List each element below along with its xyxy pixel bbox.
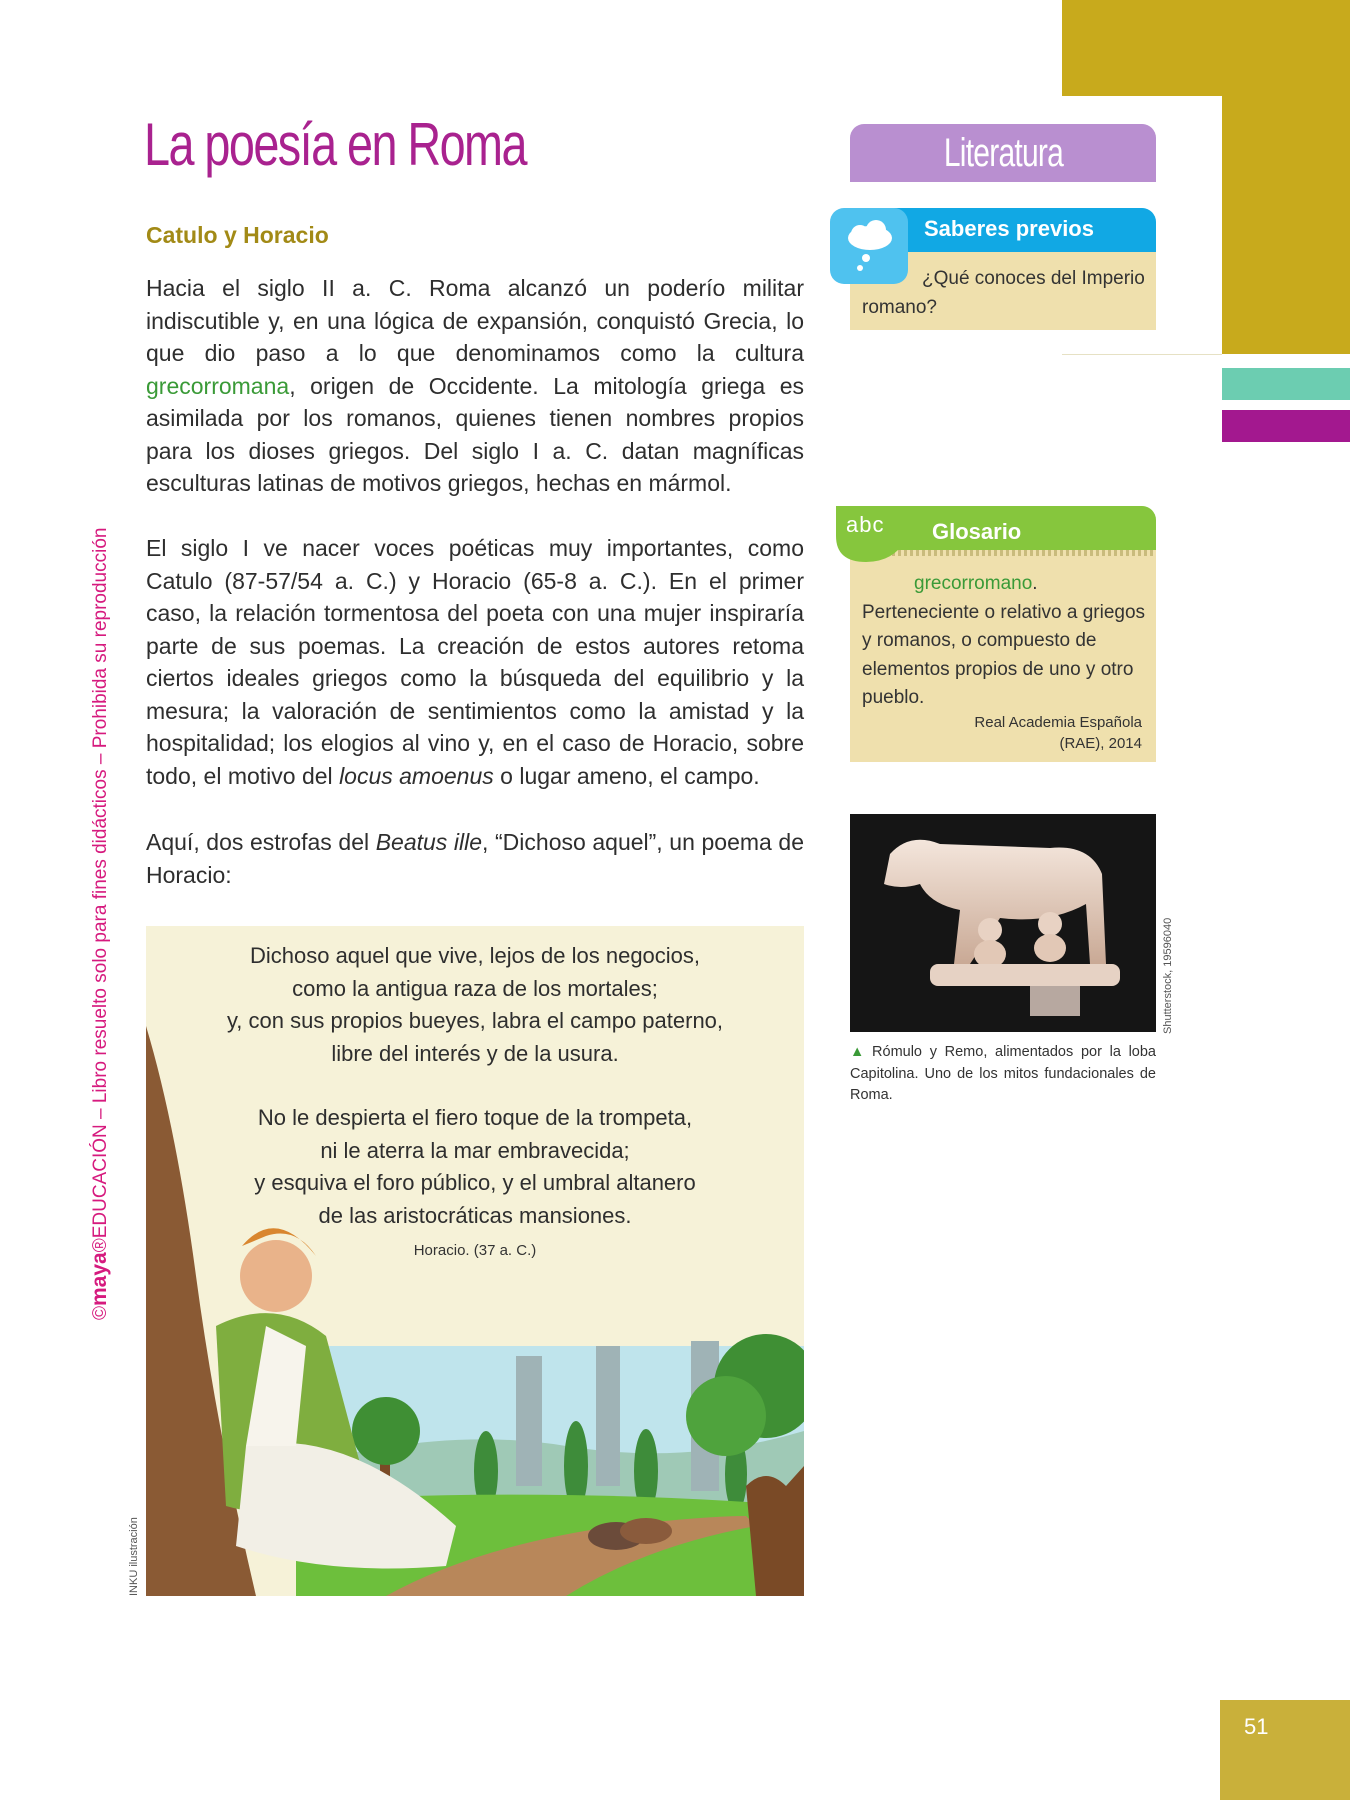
photo-caption-text: Rómulo y Remo, alimentados por la loba Capitolina. Uno de los mitos fundacionales de Roma.: [850, 1044, 1156, 1103]
poem-author: Horacio. (37 a. C.): [413, 1242, 537, 1259]
literatura-tab: [850, 124, 1156, 182]
highlight-term: grecorromana: [146, 372, 290, 399]
poem-line: como la antigua raza de los mortales;: [292, 975, 658, 1001]
paragraph-1: [146, 272, 804, 500]
capitoline-wolf-photo: [850, 814, 1156, 1032]
glosario-box: [846, 506, 1156, 762]
illustration-credit: INKU ilustración: [128, 1517, 140, 1596]
photo-credit: Shutterstock, 19596040: [1162, 917, 1174, 1034]
triangle-icon: ▲: [850, 1044, 869, 1060]
decorative-divider: [1062, 354, 1222, 355]
decorative-magenta-tab: [1222, 410, 1350, 442]
glosario-term: grecorromano: [914, 573, 1033, 594]
poem-title: Beatus ille: [375, 829, 483, 855]
poem-box: [146, 926, 804, 1596]
saberes-previos-question: ¿Qué conoces del Imperio romano?: [862, 268, 1145, 318]
poem-line: y esquiva el foro público, y el umbral altanero: [254, 1170, 696, 1195]
literatura-tab-label: Literatura: [943, 131, 1063, 175]
glosario-source: [974, 712, 1142, 754]
glosario-source-line-1: Real Academia Española: [974, 714, 1142, 731]
poem-line: de las aristocráticas mansiones.: [318, 1202, 632, 1228]
paragraph-1-part-a: Hacia el siglo II a. C. Roma alcanzó un poderío militar indiscutible y, en una lógica de expansión, conquistó Grecia, lo que dio paso a lo que denominamos como la cultura: [146, 275, 804, 366]
page-number: 51: [1244, 1714, 1269, 1739]
paragraph-3: [146, 826, 804, 891]
decorative-teal-tab: [1222, 368, 1350, 400]
paragraph-2-part-b: o lugar ameno, el campo.: [493, 762, 760, 789]
poem-text: [146, 940, 804, 1264]
poem-line: ni le aterra la mar embravecida;: [320, 1137, 630, 1163]
poem-stanza-2: [146, 1102, 804, 1232]
italic-term: locus amoenus: [339, 762, 494, 789]
copyright-side-note: [88, 460, 112, 1320]
brand-name: maya: [88, 1252, 111, 1306]
glosario-title: Glosario: [932, 519, 1022, 544]
section-heading: Catulo y Horacio: [146, 222, 329, 248]
decorative-gold-band-top: [1062, 0, 1350, 96]
glosario-source-line-2: (RAE), 2014: [1059, 735, 1142, 752]
saberes-previos-title: Saberes previos: [924, 216, 1094, 241]
paragraph-3-part-a: Aquí, dos estrofas del: [146, 829, 376, 855]
paragraph-2-part-a: El siglo I ve nacer voces poéticas muy importantes, como Catulo (87-57/54 a. C.) y Horacio (65-8 a. C.). En el primer caso, la relación tormentosa del poeta con una mujer inspiraría parte de sus poemas. La creación de estos autores retoma ciertos ideales griegos como la búsqueda del equilibrio y la mesura; la valoración de sentimientos como la amistad y la hospitalidad; los elogios al vino y, en el caso de Horacio, sobre todo, el motivo del: [146, 535, 804, 789]
page-number-box: [1220, 1700, 1350, 1800]
registered-symbol: ®: [90, 1238, 111, 1253]
paragraph-3-part-b: , “Dichoso aquel”, un poema de Horacio:: [146, 829, 804, 888]
copyright-symbol: ©: [90, 1306, 111, 1320]
poem-line: libre del interés y de la usura.: [331, 1040, 619, 1066]
page-title: La poesía en Roma: [144, 111, 526, 178]
saberes-previos-box: [850, 208, 1156, 330]
photo-caption: [850, 1042, 1156, 1107]
poem-line: Dichoso aquel que vive, lejos de los negocios,: [249, 943, 701, 968]
copyright-text: EDUCACIÓN – Libro resuelto solo para fines didácticos – Prohibida su reproducción: [90, 527, 111, 1239]
glosario-definition: [862, 570, 1148, 713]
paragraph-1-part-b: , origen de Occidente. La mitología griega es asimilada por los romanos, quienes tienen nombres propios para los dioses griegos. Del siglo I a. C. datan magníficas esculturas latinas de motivos griegos, hechas en mármol.: [146, 372, 804, 496]
abc-icon-text: abc: [846, 512, 885, 537]
abc-icon: [826, 506, 898, 562]
poem-line: No le despierta el fiero toque de la trompeta,: [257, 1105, 693, 1130]
decorative-gold-band-side: [1222, 96, 1350, 354]
poem-line: y, con sus propios bueyes, labra el campo paterno,: [226, 1008, 724, 1033]
paragraph-2: [146, 532, 804, 792]
poem-stanza-1: [146, 940, 804, 1070]
glosario-definition-text: . Perteneciente o relativo a griegos y romanos, o compuesto de elementos propios de uno y otro pueblo.: [862, 573, 1146, 708]
